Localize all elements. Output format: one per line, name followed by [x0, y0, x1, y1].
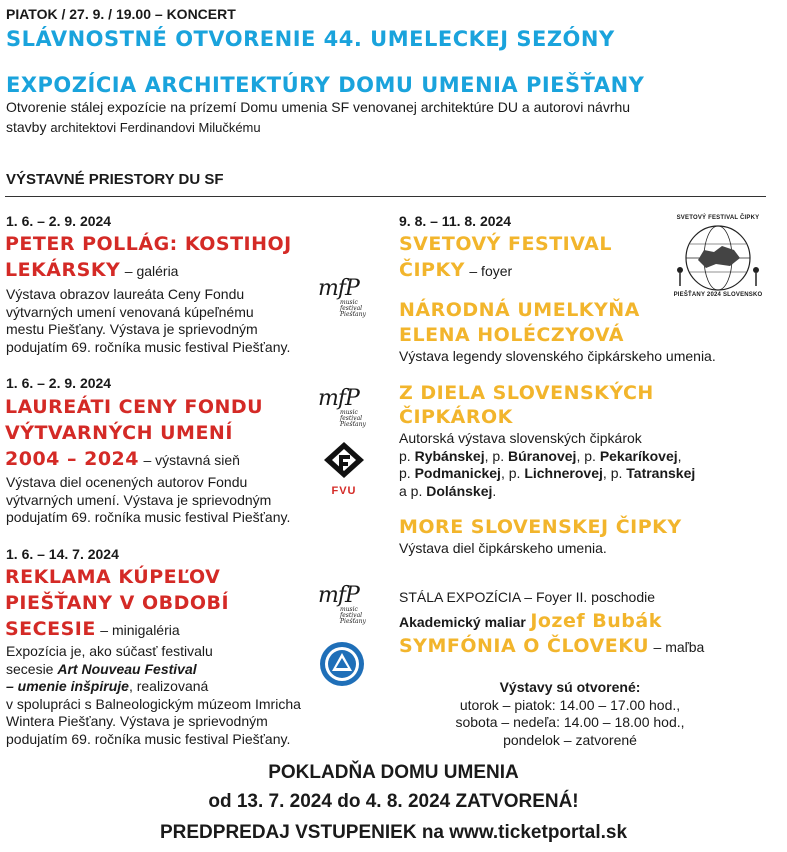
lacemaker-name: Rybánskej [414, 447, 485, 464]
left-e1-desc-line: mestu Piešťany. Výstava je sprievodným [6, 321, 258, 337]
right-e1-venue: – foyer [469, 263, 513, 279]
right-e1-title-line-2 [399, 259, 512, 281]
prefix: p. [399, 447, 411, 464]
prefix: p. [492, 447, 505, 464]
mfp-logo-text: Piešťany [340, 618, 366, 625]
right-e5-title-line [399, 635, 704, 657]
left-e3-festival-name: Art Nouveau Festival [57, 660, 197, 677]
footer-box-office: POKLADŇA DOMU UMENIA [268, 762, 519, 783]
lace-logo-top-text: SVETOVÝ FESTIVAL ČIPKY [676, 215, 760, 221]
mfp-logo-letters: mfP [318, 583, 359, 608]
mfp-logo [318, 386, 366, 430]
opening-hours-title: Výstavy sú otvorené: [499, 679, 641, 695]
left-e3-desc-3b: , realizovaná [128, 678, 209, 694]
mfp-logo-letters: mfP [318, 386, 359, 411]
left-e2-desc-line: podujatím 69. ročníka music festival Piešťany. [6, 509, 291, 525]
section-title: VÝSTAVNÉ PRIESTORY DU SF [6, 171, 224, 188]
left-e1-title-line-2 [5, 259, 178, 281]
right-e5-title: SYMFÓNIA O ČLOVEKU [399, 635, 650, 657]
left-e3-title-1: REKLAMA KÚPEĽOV [5, 566, 221, 588]
right-e2-title-1: NÁRODNÁ UMELKYŇA [399, 299, 640, 321]
expo-desc-2 [6, 119, 261, 137]
right-e4-title: MORE SLOVENSKEJ ČIPKY [399, 516, 682, 538]
right-e5-medium: – maľba [653, 639, 705, 655]
separator: , [677, 447, 682, 464]
expo-desc-2b: architektovi Ferdinandovi Milučkému [50, 120, 261, 135]
lacemaker-name: Podmanickej [414, 465, 501, 481]
left-e3-desc [6, 643, 301, 748]
separator: , [500, 465, 505, 481]
lace-logo-bottom-text: PIEŠŤANY 2024 SLOVENSKO [673, 292, 763, 298]
left-e1-date: 1. 6. – 2. 9. 2024 [6, 213, 112, 229]
left-e3-venue: – minigaléria [100, 622, 180, 638]
right-e1-title-2: ČIPKY [399, 259, 465, 281]
right-e3-desc-line: a p. Dolánskej. [399, 482, 497, 499]
prefix: p. [399, 465, 411, 481]
expo-desc-2a: stavby [6, 119, 47, 135]
mfp-logo-text: Piešťany [340, 311, 366, 318]
left-e3-title-3: SECESIE [5, 618, 96, 640]
mfp-logo-text: festival [340, 612, 363, 619]
separator: , [576, 447, 581, 464]
prefix: p. [584, 447, 596, 464]
lace-festival-logo [668, 212, 768, 304]
right-e5-line: STÁLA EXPOZÍCIA – Foyer II. poschodie [399, 589, 656, 605]
right-e3-desc-line: Autorská výstava slovenských čipkárok [399, 430, 642, 446]
right-e1-date: 9. 8. – 11. 8. 2024 [399, 213, 512, 229]
left-e1-desc [6, 286, 290, 356]
left-e2-venue: – výstavná sieň [143, 452, 240, 468]
left-e1-desc-line: podujatím 69. ročníka music festival Piešťany. [6, 338, 291, 355]
right-e3-desc-line [399, 448, 695, 466]
fvu-logo-mark [322, 440, 366, 480]
expo-title: EXPOZÍCIA ARCHITEKTÚRY DOMU UMENIA PIEŠŤANY [6, 73, 645, 97]
prefix: a p. [399, 482, 423, 499]
left-e3-desc-line: Expozícia je, ako súčasť festivalu [6, 643, 213, 659]
right-e3-desc [399, 430, 695, 500]
left-e3-title-2: PIEŠŤANY V OBDOBÍ [5, 592, 230, 614]
left-e2-title-3: 2004 – 2024 [5, 448, 139, 470]
left-e3-desc-line: Wintera Piešťany. Výstava je sprievodným [6, 713, 268, 729]
prefix: p. [610, 465, 623, 481]
mfp-logo [318, 583, 366, 627]
lacemaker-name: Búranovej [507, 447, 577, 464]
fvu-logo-label: FVU [331, 485, 357, 497]
opening-hours-line: utorok – piatok: 14.00 – 17.00 hod., [459, 696, 681, 713]
expo-desc-1: Otvorenie stálej expozície na prízemí Domu umenia SF venovanej architektúre DU a autorovi návrhu [6, 99, 631, 115]
left-e1-venue: – galéria [124, 263, 179, 279]
left-e3-date: 1. 6. – 14. 7. 2024 [6, 546, 119, 562]
museum-badge-icon [319, 641, 365, 687]
left-e1-title-2: LEKÁRSKY [5, 259, 121, 281]
left-e3-desc-2a: secesie [6, 660, 54, 677]
prefix: p. [508, 465, 521, 481]
left-e3-title-line-3 [5, 618, 180, 640]
left-e3-desc-line: v spolupráci s Balneologickým múzeom Imricha [6, 695, 301, 712]
right-e2-title-2: ELENA HOLÉCZYOVÁ [399, 324, 624, 346]
left-e2-title-1: LAUREÁTI CENY FONDU [5, 396, 264, 418]
left-e2-desc-line: Výstava diel ocenených autorov Fondu [6, 474, 248, 490]
right-e5-artist-line [399, 610, 662, 632]
right-e1-title-1: SVETOVÝ FESTIVAL [399, 233, 612, 255]
right-e3-title-2: ČIPKÁROK [399, 406, 513, 428]
right-e2-desc: Výstava legendy slovenského čipkárskeho umenia. [399, 348, 716, 364]
mfp-logo-text: festival [340, 415, 363, 422]
left-e2-title-line-3 [5, 448, 240, 470]
mfp-logo-text: music [340, 299, 358, 306]
lacemaker-name: Lichnerovej [524, 465, 603, 481]
opening-hours-line: sobota – nedeľa: 14.00 – 18.00 hod., [455, 714, 685, 730]
opening-hours [440, 679, 700, 749]
left-e2-desc-line: výtvarných umení. Výstava je sprievodným [6, 491, 272, 508]
right-e4-desc: Výstava diel čipkárskeho umenia. [399, 540, 607, 556]
left-e3-festival-motto: – umenie inšpiruje [6, 678, 129, 694]
mfp-logo [318, 276, 366, 320]
right-e3-desc-line [399, 465, 695, 483]
right-e5-prefix: Akademický maliar [399, 614, 526, 630]
left-e3-desc-line [6, 661, 301, 679]
left-e2-date: 1. 6. – 2. 9. 2024 [6, 375, 112, 391]
right-e3-title-1: Z DIELA SLOVENSKÝCH [399, 382, 654, 404]
left-e1-desc-line: Výstava obrazov laureáta Ceny Fondu [6, 286, 245, 302]
left-e2-title-2: VÝTVARNÝCH UMENÍ [5, 422, 233, 444]
concert-line: PIATOK / 27. 9. / 19.00 – KONCERT [6, 6, 236, 22]
footer-presale: PREDPREDAJ VSTUPENIEK na www.ticketportal.sk [159, 822, 628, 843]
separator: , [484, 447, 489, 464]
season-title: SLÁVNOSTNÉ OTVORENIE 44. UMELECKEJ SEZÓNY [6, 27, 615, 51]
opening-hours-line: pondelok – zatvorené [503, 731, 637, 748]
mfp-logo-text: festival [340, 305, 363, 312]
mfp-logo-text: music [340, 606, 358, 613]
fvu-logo [322, 440, 366, 496]
lacemaker-name: Dolánskej [426, 482, 493, 499]
mfp-logo-text: Piešťany [340, 421, 366, 428]
left-e3-desc-line: podujatím 69. ročníka music festival Piešťany. [6, 730, 291, 747]
left-e1-title-1: PETER POLLÁG: KOSTIHOJ [5, 233, 292, 255]
lacemaker-name: Pekaríkovej [599, 447, 678, 464]
right-e5-artist: Jozef Bubák [530, 610, 662, 632]
footer-closed-dates: od 13. 7. 2024 do 4. 8. 2024 ZATVORENÁ! [208, 791, 579, 812]
section-divider [5, 196, 766, 197]
lacemaker-name: Tatranskej [626, 465, 696, 481]
left-e3-desc-line [6, 678, 301, 696]
mfp-logo-text: music [340, 409, 358, 416]
left-e1-desc-line: výtvarných umení venovaná kúpeľnému [6, 303, 254, 320]
left-e2-desc [6, 474, 290, 527]
mfp-logo-letters: mfP [318, 276, 359, 301]
separator: , [602, 465, 607, 481]
